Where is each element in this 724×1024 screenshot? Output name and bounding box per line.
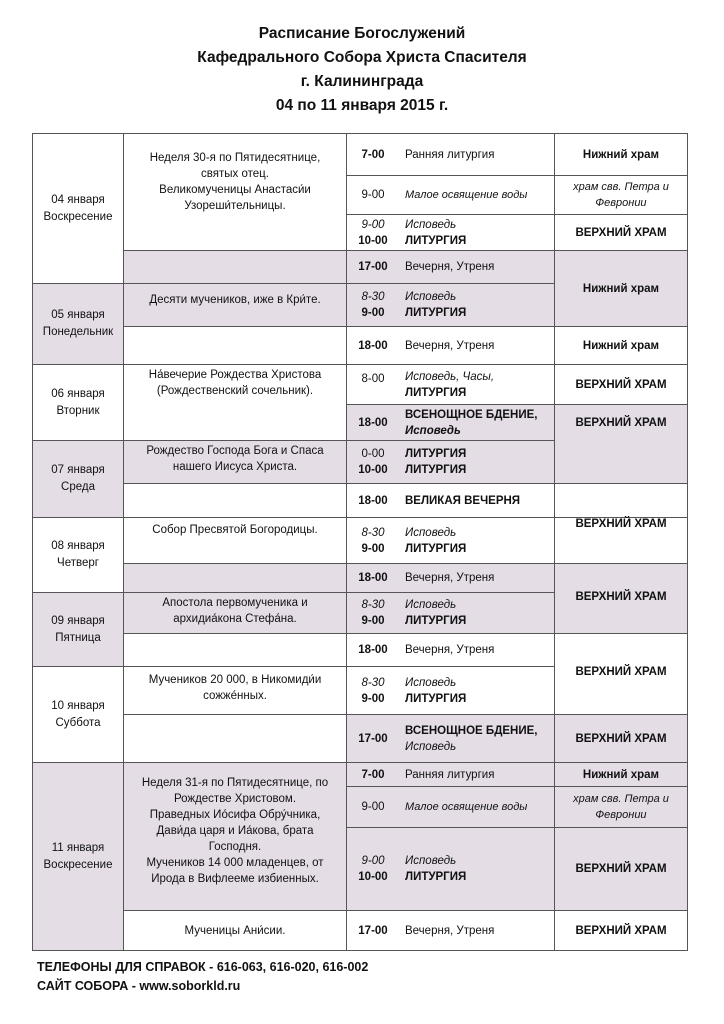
- event-line: архидиа́кона Стефа́на.: [173, 613, 297, 625]
- event-line: Мученицы Ани́сии.: [184, 924, 286, 937]
- service-name: [399, 564, 554, 592]
- location: ВЕРХНИЙ ХРАМ: [575, 378, 667, 391]
- service-name: [399, 593, 554, 633]
- time: 8-30: [361, 526, 385, 539]
- shade: [123, 250, 346, 283]
- location: Нижний храм: [582, 148, 660, 161]
- service-time: [347, 763, 399, 786]
- service-name: [399, 634, 554, 666]
- location: Нижний храм: [582, 768, 660, 781]
- location-cell: [555, 484, 687, 563]
- name: Ранняя литургия: [405, 148, 495, 161]
- service-time: [347, 251, 399, 283]
- service-time: [347, 405, 399, 440]
- time: 18-00: [358, 339, 388, 352]
- location: ВЕРХНИЙ ХРАМ: [575, 863, 667, 875]
- event-cell: [124, 365, 346, 404]
- time: 0-00: [361, 448, 385, 460]
- title-line-2: Кафедрального Собора Христа Спасителя: [197, 49, 527, 66]
- site-label: САЙТ СОБОРА -: [37, 979, 136, 993]
- service-time: [347, 634, 399, 666]
- day-date: 06 января: [51, 387, 105, 400]
- name: Исповедь: [405, 526, 457, 539]
- service-time: [347, 284, 399, 326]
- footer-site: [37, 977, 368, 996]
- event-line: Великомученицы Анастаси́и: [159, 184, 311, 196]
- day-date: 07 января: [51, 464, 105, 476]
- service-name: [399, 911, 554, 950]
- location: ВЕРХНИЙ ХРАМ: [575, 666, 667, 678]
- day-weekday: Воскресение: [43, 858, 113, 871]
- location-cell: [555, 564, 687, 633]
- time: 9-00: [361, 692, 385, 705]
- location-cell: [555, 828, 687, 910]
- event-line: На́вечерие Рождества Христова: [148, 369, 322, 381]
- day-cell: [33, 593, 123, 666]
- service-time: [347, 441, 399, 483]
- day-weekday: Четверг: [57, 557, 99, 569]
- name: Исповедь: [405, 599, 457, 611]
- time: 18-00: [358, 644, 388, 656]
- event-line: Господня.: [208, 841, 262, 853]
- name: Исповедь, Часы,: [405, 370, 495, 383]
- day-date: 09 января: [51, 614, 105, 627]
- name: ЛИТУРГИЯ: [405, 542, 467, 555]
- service-name: [399, 667, 554, 714]
- shade: [123, 563, 346, 592]
- time: 17-00: [358, 924, 388, 937]
- service-time: [347, 518, 399, 563]
- name: Вечерня, Утреня: [405, 339, 495, 352]
- event-line: Неделя 30-я по Пятидесятнице,: [149, 152, 321, 164]
- page-title: [0, 22, 724, 118]
- location-cell: [555, 715, 687, 762]
- time: 8-00: [361, 373, 385, 385]
- day-cell: [33, 667, 123, 762]
- service-time: [347, 176, 399, 214]
- service-time: [347, 593, 399, 633]
- footer-phones: [37, 958, 368, 977]
- time: 9-00: [361, 218, 385, 231]
- event-line: (Рождественский сочельник).: [156, 385, 314, 397]
- name: ЛИТУРГИЯ: [405, 464, 467, 476]
- event-cell: [124, 150, 346, 250]
- service-name: [399, 441, 554, 483]
- location-cell: [555, 634, 687, 714]
- location-cell: [555, 911, 687, 950]
- phones-value: 616-063, 616-020, 616-002: [216, 960, 369, 974]
- title-line-4: 04 по 11 января 2015 г.: [275, 97, 449, 114]
- time: 18-00: [358, 572, 388, 584]
- location-cell: [555, 405, 687, 483]
- name: ЛИТУРГИЯ: [405, 386, 467, 399]
- event-line: Неделя 31-я по Пятидесятнице, по: [141, 777, 329, 789]
- service-time: [347, 715, 399, 762]
- event-line: Собор Пресвятой Богородицы.: [152, 524, 318, 536]
- location-cell: [555, 763, 687, 786]
- location: ВЕРХНИЙ ХРАМ: [575, 924, 667, 937]
- service-time: [347, 134, 399, 175]
- service-time: [347, 828, 399, 910]
- location: ВЕРХНИЙ ХРАМ: [575, 226, 667, 239]
- event-line: Мучеников 14 000 младенцев, от: [146, 857, 324, 869]
- name: Вечерня, Утреня: [405, 644, 495, 656]
- name: Исповедь: [405, 676, 457, 689]
- location: ВЕРХНИЙ ХРАМ: [575, 591, 667, 603]
- service-name: [399, 251, 554, 283]
- event-line: нашего Иисуса Христа.: [172, 461, 298, 473]
- service-name: [399, 134, 554, 175]
- day-cell: [33, 763, 123, 950]
- time: 7-00: [361, 768, 385, 781]
- name: Исповедь: [405, 291, 457, 303]
- event-cell: [124, 518, 346, 563]
- location: ВЕРХНИЙ ХРАМ: [575, 517, 667, 530]
- event-line: сожже́нных.: [203, 690, 267, 702]
- event-cell: [124, 284, 346, 326]
- day-weekday: Пятница: [55, 631, 101, 644]
- time: 10-00: [358, 234, 388, 247]
- time: 9-00: [361, 307, 385, 319]
- time: 9-00: [361, 855, 385, 867]
- service-time: [347, 484, 399, 517]
- day-weekday: Вторник: [56, 404, 100, 417]
- location: храм свв. Петра и: [573, 793, 669, 805]
- name: Исповедь: [405, 740, 457, 753]
- event-line: Праведных Ио́сифа Обру́чника,: [149, 809, 321, 821]
- day-date: 08 января: [51, 540, 105, 552]
- service-time: [347, 787, 399, 827]
- name: Вечерня, Утреня: [405, 572, 495, 584]
- location: ВЕРХНИЙ ХРАМ: [575, 732, 667, 745]
- event-cell: [124, 667, 346, 714]
- day-date: 05 января: [51, 309, 105, 321]
- name: ЛИТУРГИЯ: [405, 692, 467, 705]
- location: Нижний храм: [582, 339, 660, 352]
- event-line: Апостола первомученика и: [162, 597, 308, 609]
- day-weekday: Воскресение: [43, 210, 113, 223]
- name: ЛИТУРГИЯ: [405, 615, 467, 627]
- location: храм свв. Петра и: [573, 181, 669, 193]
- service-time: [347, 564, 399, 592]
- name: ЛИТУРГИЯ: [405, 871, 467, 883]
- day-weekday: Среда: [61, 481, 95, 493]
- name: Исповедь: [405, 424, 461, 437]
- time: 9-00: [361, 615, 385, 627]
- service-name: [399, 215, 554, 250]
- service-time: [347, 365, 399, 404]
- event-cell: [124, 593, 346, 633]
- location-cell: [555, 176, 687, 214]
- time: 17-00: [358, 261, 388, 273]
- service-name: [399, 787, 554, 827]
- time: 9-00: [361, 542, 385, 555]
- location-cell: [555, 215, 687, 250]
- name: ЛИТУРГИЯ: [405, 448, 467, 460]
- event-cell: [124, 911, 346, 950]
- name: Вечерня, Утреня: [405, 924, 495, 937]
- name: ЛИТУРГИЯ: [405, 234, 467, 247]
- time: 10-00: [358, 464, 388, 476]
- day-weekday: Понедельник: [42, 326, 114, 338]
- time: 18-00: [358, 416, 388, 429]
- day-date: 11 января: [51, 841, 105, 854]
- time: 8-30: [361, 291, 385, 303]
- location-cell: [555, 365, 687, 404]
- event-line: Узореши́тельницы.: [184, 200, 286, 212]
- name: ЛИТУРГИЯ: [405, 307, 467, 319]
- name: Исповедь: [405, 855, 457, 867]
- day-date: 04 января: [51, 193, 105, 206]
- title-line-1: Расписание Богослужений: [258, 25, 466, 42]
- time: 17-00: [358, 732, 388, 745]
- time: 9-00: [361, 801, 385, 813]
- name: Исповедь: [405, 218, 457, 231]
- day-cell: [33, 365, 123, 440]
- service-name: [399, 715, 554, 762]
- event-line: святых отец.: [201, 168, 269, 180]
- time: 8-30: [361, 599, 385, 611]
- day-weekday: Суббота: [55, 716, 101, 729]
- event-cell: [124, 763, 346, 910]
- event-line: Ирода в Вифлееме избиенных.: [151, 873, 319, 885]
- location: ВЕРХНИЙ ХРАМ: [575, 417, 667, 429]
- location: Февронии: [595, 809, 647, 821]
- time: 10-00: [358, 871, 388, 883]
- day-date: 10 января: [51, 699, 105, 712]
- location-cell: [555, 134, 687, 175]
- time: 9-00: [361, 189, 385, 201]
- location-cell: [555, 327, 687, 364]
- name: Малое освящение воды: [405, 189, 528, 201]
- name: ВЕЛИКАЯ ВЕЧЕРНЯ: [405, 494, 521, 507]
- service-name: [399, 327, 554, 364]
- event-line: Рождество Господа Бога и Спаса: [146, 445, 324, 457]
- day-cell: [33, 284, 123, 364]
- service-name: [399, 763, 554, 786]
- event-cell: [124, 441, 346, 483]
- service-name: [399, 484, 554, 517]
- day-cell: [33, 518, 123, 592]
- event-line: Десяти мучеников, иже в Кри́те.: [149, 294, 321, 306]
- name: Малое освящение воды: [405, 801, 528, 813]
- name: Вечерня, Утреня: [405, 261, 495, 273]
- event-line: Рождестве Христовом.: [173, 793, 297, 805]
- service-name: [399, 518, 554, 563]
- location: Нижний храм: [582, 282, 660, 295]
- name: ВСЕНОЩНОЕ БДЕНИЕ,: [405, 724, 538, 737]
- service-name: [399, 176, 554, 214]
- service-time: [347, 327, 399, 364]
- name: ВСЕНОЩНОЕ БДЕНИЕ,: [405, 408, 538, 421]
- location: Февронии: [595, 197, 647, 209]
- day-cell: [33, 134, 123, 283]
- phones-label: ТЕЛЕФОНЫ ДЛЯ СПРАВОК -: [37, 960, 214, 974]
- location-cell: [555, 251, 687, 326]
- service-time: [347, 911, 399, 950]
- service-name: [399, 405, 554, 440]
- title-line-3: г. Калининграда: [300, 73, 424, 90]
- location-cell: [555, 787, 687, 827]
- service-name: [399, 828, 554, 910]
- event-line: Мучеников 20 000, в Никомиди́и: [148, 674, 322, 686]
- service-time: [347, 215, 399, 250]
- footer: [37, 958, 368, 996]
- time: 18-00: [358, 494, 388, 507]
- service-name: [399, 365, 554, 404]
- service-name: [399, 284, 554, 326]
- name: Ранняя литургия: [405, 768, 495, 781]
- grid-line: [32, 950, 688, 951]
- time: 7-00: [361, 148, 385, 161]
- day-cell: [33, 441, 123, 517]
- time: 8-30: [361, 676, 385, 689]
- event-line: Дави́да царя и Иа́кова, брата: [156, 825, 314, 837]
- site-link[interactable]: www.soborkld.ru: [139, 979, 241, 993]
- service-time: [347, 667, 399, 714]
